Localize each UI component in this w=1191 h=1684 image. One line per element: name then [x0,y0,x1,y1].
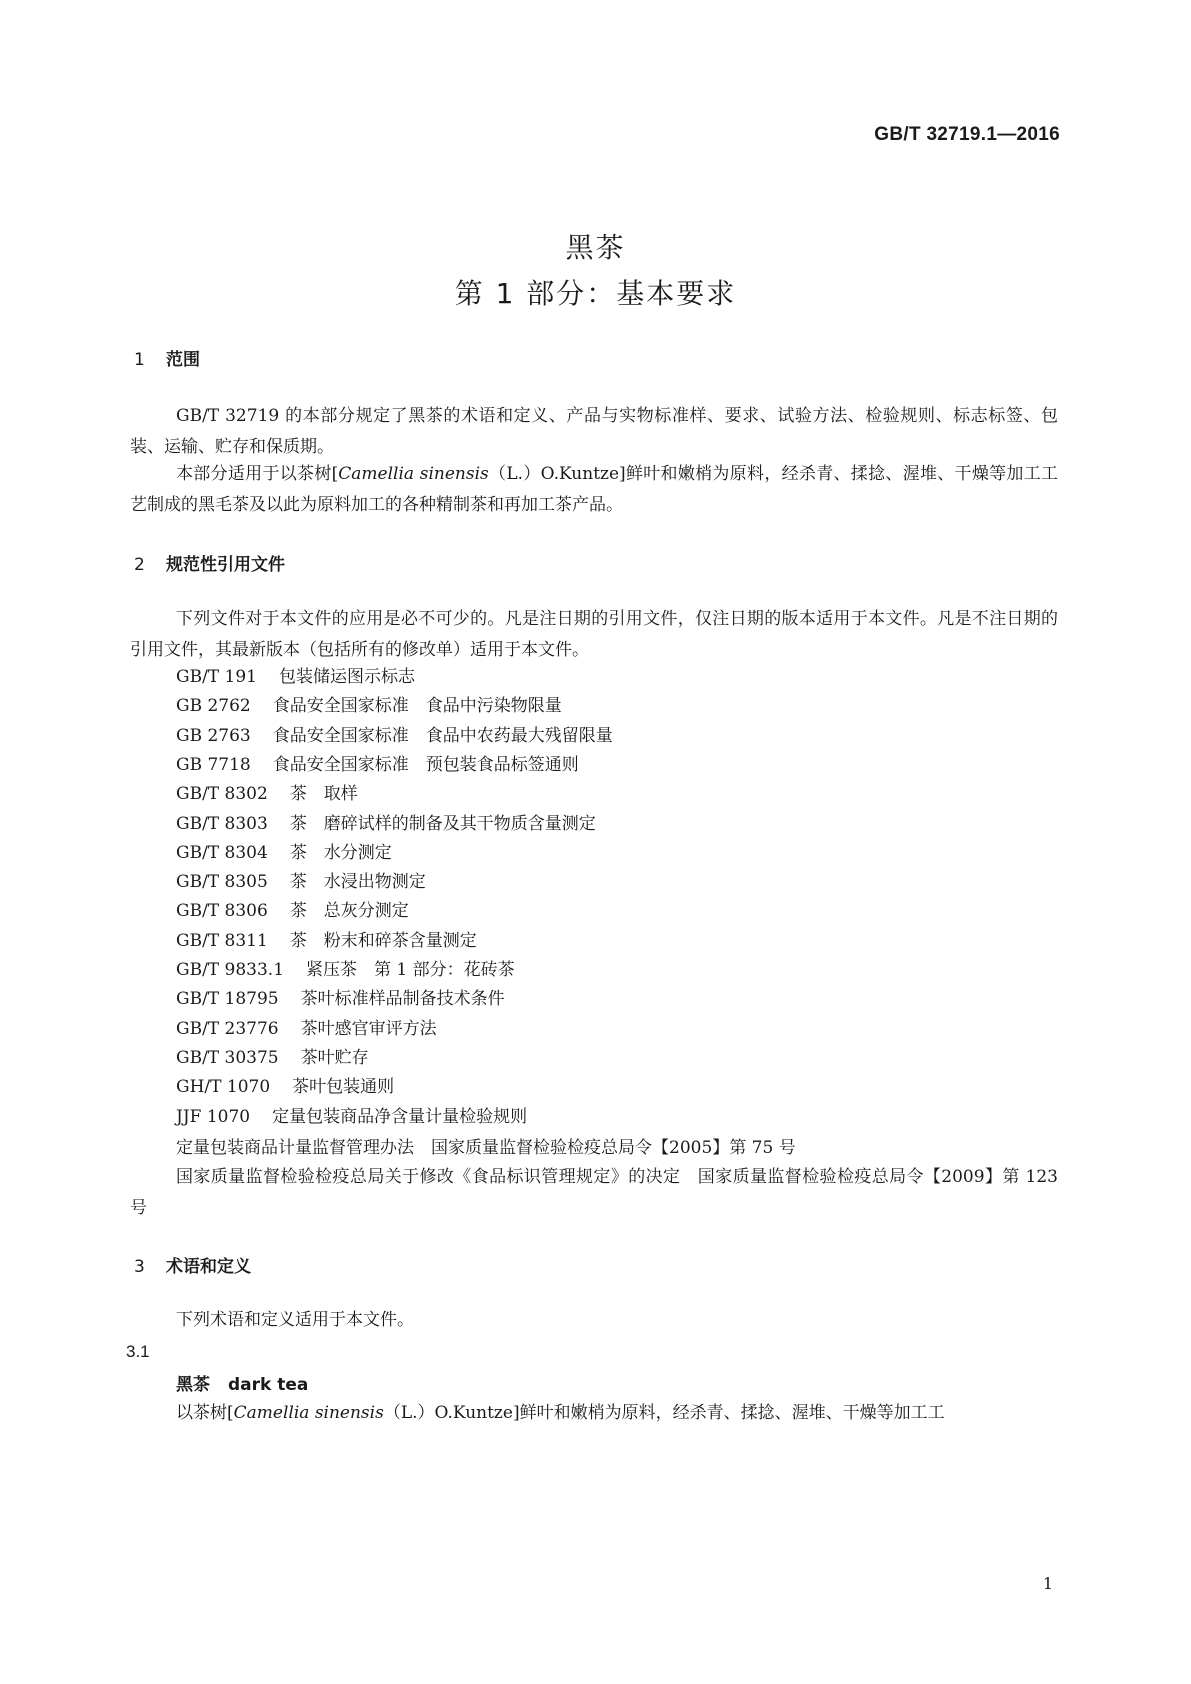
reference-code: GB/T 8311 [176,930,268,951]
reference-code: GB/T 8302 [176,784,268,805]
reference-code: GB/T 9833.1 [176,960,285,980]
paragraph: 下列文件对于本文件的应用是必不可少的。凡是注日期的引用文件，仅注日期的版本适用于本文件。凡是不注日期的引用文件，其最新版本（包括所有的修改单）适用于本文件。 [130,609,1058,660]
reference-code: GB/T 18795 [176,989,279,1010]
section-number: 2 [134,555,145,575]
paragraph: 下列术语和定义适用于本文件。 [176,1310,414,1330]
reference-item [176,955,515,986]
reference-code: GB 2762 [176,696,251,717]
section-title: 规范性引用文件 [166,555,285,575]
latin-species-name: Camellia sinensis [338,464,489,484]
reference-code: GB/T 191 [176,667,257,687]
reference-title: 食品安全国家标准 食品中农药最大残留限量 [272,725,613,746]
reference-title: 茶叶包装通则 [292,1077,395,1098]
reference-title: 茶 水分测定 [289,842,392,863]
subsection-number: 3.1 [126,1342,150,1361]
reference-item [176,779,358,810]
reference-item [176,750,579,781]
reference-title: 定量包装商品净含量计量检验规则 [272,1106,528,1127]
reference-code: GH/T 1070 [176,1077,271,1098]
paragraph [130,459,1058,521]
reference-item [176,896,409,927]
page-number: 1 [1042,1574,1053,1593]
term-zh: 黑茶 [176,1375,210,1395]
reference-item [176,662,415,693]
paragraph: GB/T 32719 的本部分规定了黑茶的术语和定义、产品与实物标准样、要求、试验方法、检验规则、标志标签、包装、运输、贮存和保质期。 [130,406,1058,457]
reference-item [176,721,613,752]
reference-title: 食品安全国家标准 预包装食品标签通则 [272,754,579,775]
reference-title: 茶 取样 [289,784,358,805]
term-en: dark tea [228,1375,309,1395]
reference-item [176,838,392,869]
section-title: 范围 [166,350,200,370]
text-run: （L.）O.Kuntze]鲜叶和嫩梢为原料，经杀青、揉捻、渥堆、干燥等加工工 [383,1403,945,1423]
reference-code: GB 2763 [176,725,251,746]
reference-item [176,1102,527,1133]
reference-title: 茶 磨碎试样的制备及其干物质含量测定 [289,813,596,834]
reference-item: 定量包装商品计量监督管理办法 国家质量监督检验检疫总局令【2005】第 75 号 [176,1138,796,1158]
standard-id: GB/T 32719.1—2016 [874,124,1060,145]
reference-title: 茶叶标准样品制备技术条件 [300,989,505,1010]
reference-code: GB/T 8303 [176,813,268,834]
section-heading-scope [134,345,200,370]
reference-title: 食品安全国家标准 食品中污染物限量 [272,696,562,717]
reference-title: 茶叶贮存 [300,1047,369,1068]
reference-code: GB/T 8306 [176,901,268,922]
reference-code: GB 7718 [176,754,251,775]
reference-item [176,691,562,722]
reference-item: 国家质量监督检验检疫总局关于修改《食品标识管理规定》的决定 国家质量监督检验检疫总局令【2009】第 123 号 [130,1167,1058,1218]
reference-item [176,867,426,898]
reference-code: GB/T 8305 [176,872,268,893]
section-number: 3 [134,1257,145,1277]
reference-title: 茶叶感官审评方法 [300,1018,437,1039]
reference-item [176,926,477,957]
document-title: 黑茶 [565,231,626,264]
text-run: 本部分适用于以茶树[ [176,464,339,484]
latin-species-name: Camellia sinensis [233,1403,384,1423]
reference-item [176,809,596,840]
reference-code: GB/T 8304 [176,842,268,863]
reference-title: 茶 总灰分测定 [289,901,409,922]
reference-title: 紧压茶 第 1 部分：花砖茶 [306,960,515,980]
reference-item [176,1014,437,1045]
text-run: （L.）O.Kuntze]鲜叶和嫩梢为原料，经杀青、揉捻、渥堆、干燥等加工工艺制成的黑毛茶及以此为原料加工的各种精制茶和再加工茶产品。 [130,464,1059,515]
reference-code: JJF 1070 [176,1106,251,1127]
section-heading-normative-references [134,550,285,575]
term-entry [176,1370,308,1395]
reference-item [176,1043,369,1074]
reference-item [176,984,505,1015]
document-subtitle: 第 1 部分：基本要求 [454,277,737,310]
section-heading-terms [134,1252,251,1277]
reference-code: GB/T 30375 [176,1047,279,1068]
term-definition [130,1398,1058,1429]
reference-title: 茶 粉末和碎茶含量测定 [289,930,477,951]
reference-title: 茶 水浸出物测定 [289,872,426,893]
reference-title: 包装储运图示标志 [279,667,415,687]
section-number: 1 [134,350,145,370]
section-title: 术语和定义 [166,1257,251,1277]
reference-code: GB/T 23776 [176,1018,279,1039]
text-run: 以茶树[ [176,1403,234,1423]
reference-item [176,1072,394,1103]
